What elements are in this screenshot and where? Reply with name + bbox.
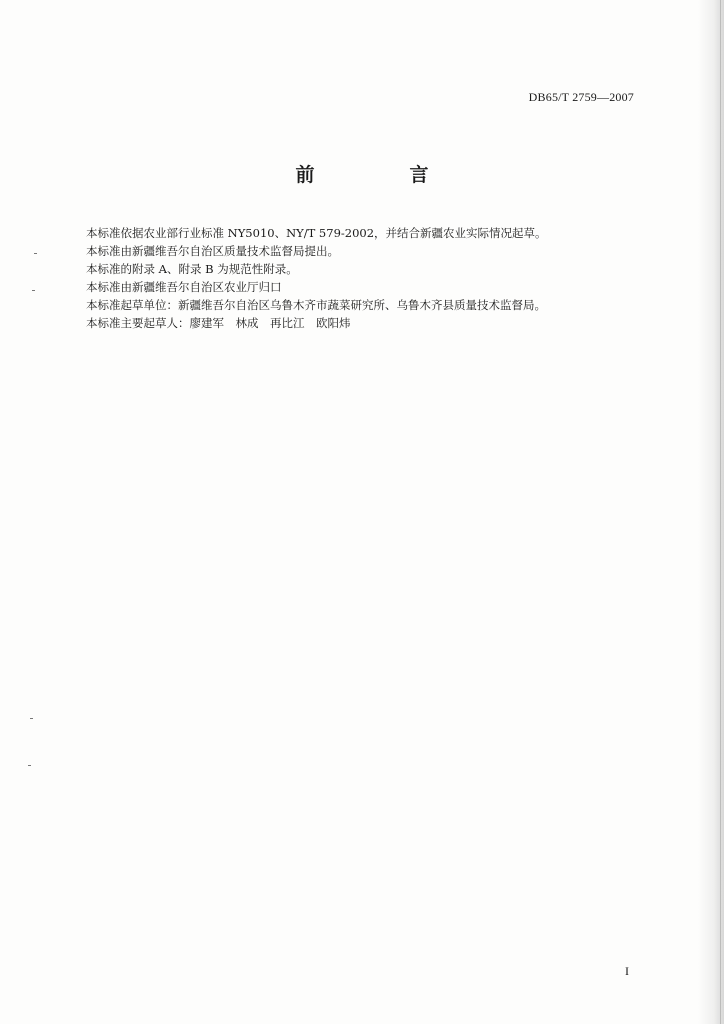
scan-edge-line [720, 0, 721, 1024]
paragraph: 本标准的附录 A、附录 B 为规范性附录。 [86, 262, 298, 276]
scan-speck [32, 290, 35, 291]
document-code: DB65/T 2759—2007 [528, 90, 634, 104]
page-title: 前 言 [295, 164, 467, 186]
foreword-body [86, 224, 646, 332]
scan-speck [28, 765, 31, 766]
page-number: I [625, 964, 629, 978]
paragraph: 本标准由新疆维吾尔自治区质量技术监督局提出。 [86, 244, 339, 258]
paragraph: 本标准主要起草人：廖建军 林成 再比江 欧阳炜 [86, 316, 351, 330]
scan-speck [34, 253, 37, 254]
paragraph: 本标准由新疆维吾尔自治区农业厅归口 [86, 280, 282, 294]
paragraph: 本标准起草单位：新疆维吾尔自治区乌鲁木齐市蔬菜研究所、乌鲁木齐县质量技术监督局。 [86, 298, 546, 312]
scan-speck [30, 718, 33, 719]
paragraph: 本标准依据农业部行业标准 NY5010、NY/T 579-2002，并结合新疆农业实际情况起草。 [86, 226, 547, 240]
